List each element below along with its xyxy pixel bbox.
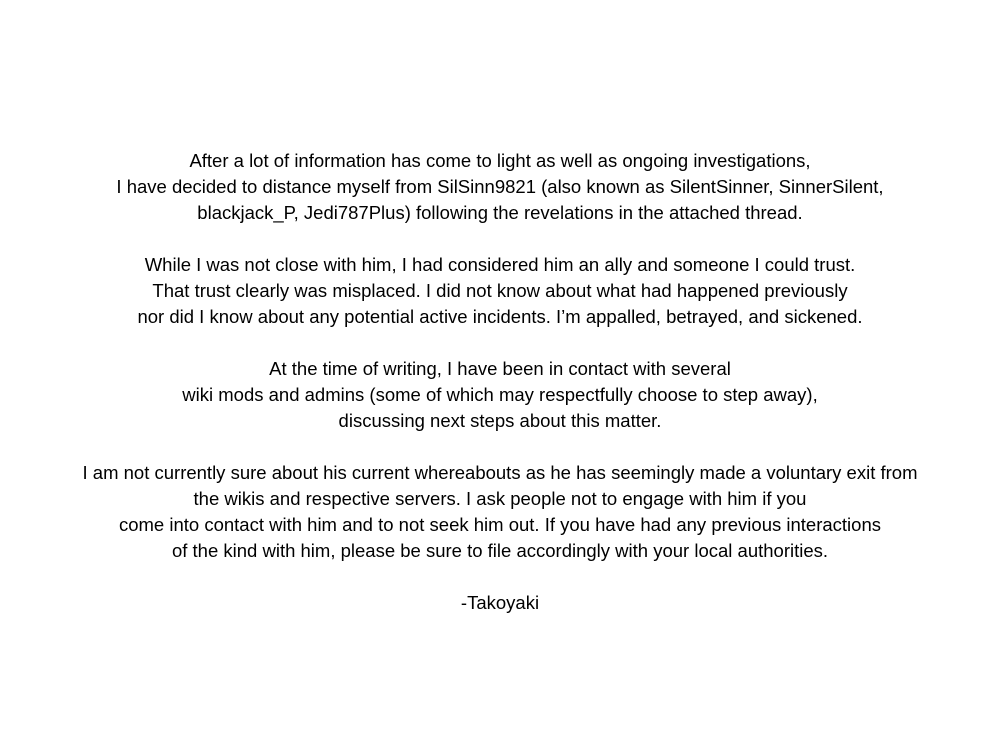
paragraph-trust (0, 252, 1000, 330)
text-line: nor did I know about any potential active incidents. I’m appalled, betrayed, and sickened. (137, 306, 863, 327)
paragraph-distancing (0, 148, 1000, 226)
text-line: While I was not close with him, I had considered him an ally and someone I could trust. (144, 254, 856, 275)
text-line: the wikis and respective servers. I ask people not to engage with him if you (193, 488, 807, 509)
text-line: I am not currently sure about his current whereabouts as he has seemingly made a voluntary exit from (82, 462, 918, 483)
signature: -Takoyaki (460, 592, 540, 613)
text-line: I have decided to distance myself from SilSinn9821 (also known as SilentSinner, SinnerSilent, (116, 176, 884, 197)
text-line: discussing next steps about this matter. (338, 410, 662, 431)
paragraph-contact (0, 356, 1000, 434)
text-line: wiki mods and admins (some of which may respectfully choose to step away), (182, 384, 818, 405)
text-line: blackjack_P, Jedi787Plus) following the revelations in the attached thread. (197, 202, 803, 223)
text-line: That trust clearly was misplaced. I did not know about what had happened previously (152, 280, 848, 301)
text-line: come into contact with him and to not seek him out. If you have had any previous interactions (118, 514, 881, 535)
paragraph-whereabouts (0, 460, 1000, 564)
text-line: After a lot of information has come to light as well as ongoing investigations, (189, 150, 811, 171)
text-line: At the time of writing, I have been in contact with several (269, 358, 731, 379)
text-line: of the kind with him, please be sure to file accordingly with your local authorities. (171, 540, 829, 561)
